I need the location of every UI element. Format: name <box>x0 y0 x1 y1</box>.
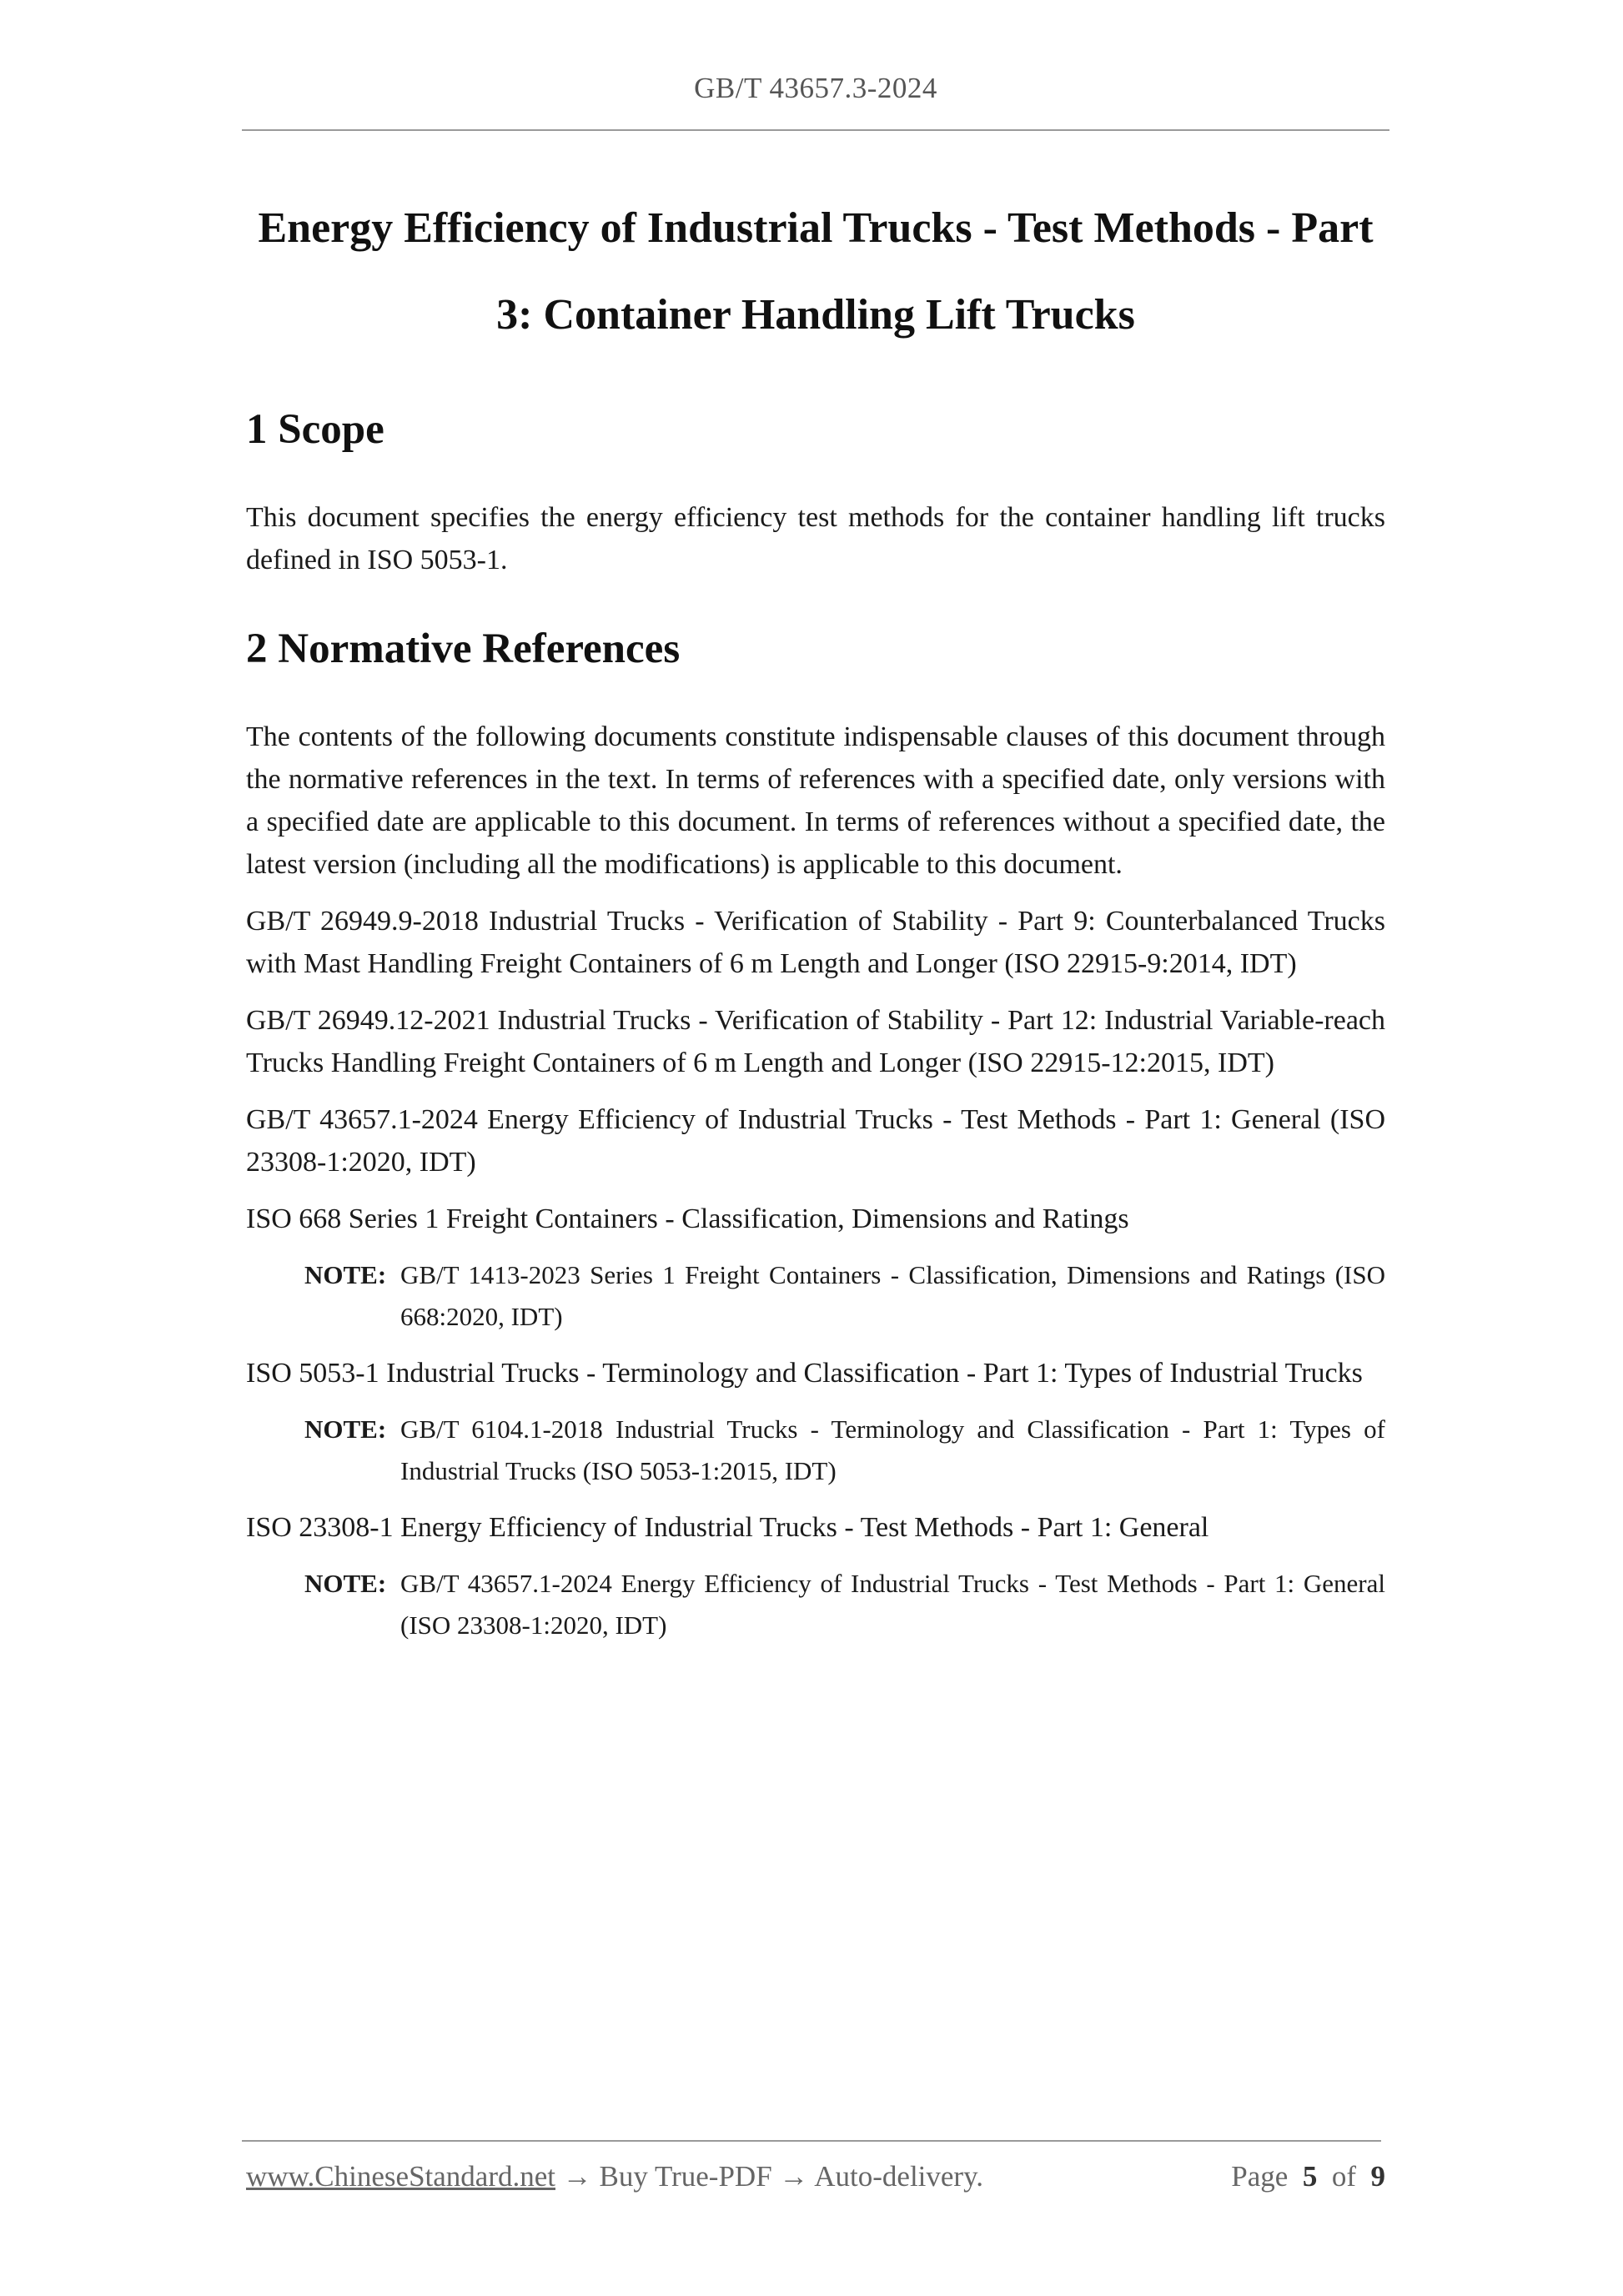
document-title-line-2: 3: Container Handling Lift Trucks <box>496 291 1135 339</box>
reference-item: ISO 23308-1 Energy Efficiency of Industrial Trucks - Test Methods - Part 1: General <box>246 1512 1209 1543</box>
buy-true-pdf-text: Buy True-PDF <box>599 2160 772 2193</box>
reference-item: GB/T 26949.12-2021 Industrial Trucks - Verification of Stability - Part 12: Industrial Variable-reach Trucks Handling Freight Containers of 6 m Length and Longer (ISO 22915-12:2015, IDT) <box>246 1005 1385 1078</box>
reference-item: GB/T 26949.9-2018 Industrial Trucks - Verification of Stability - Part 9: Counterbalanced Trucks with Mast Handling Freight Containers of 6 m Length and Longer (ISO 22915-9:2014, IDT) <box>246 906 1385 979</box>
arrow-right-icon: → <box>562 2160 592 2193</box>
total-pages: 9 <box>1370 2160 1385 2193</box>
reference-note <box>304 1409 1385 1492</box>
section-heading-scope: 1 Scope <box>246 406 384 453</box>
site-link[interactable]: www.ChineseStandard.net <box>246 2160 555 2193</box>
page-number <box>1231 2160 1385 2193</box>
reference-item: ISO 5053-1 Industrial Trucks - Terminology and Classification - Part 1: Types of Industrial Trucks <box>246 1358 1363 1389</box>
note-label: NOTE: <box>304 1569 387 1598</box>
document-body <box>246 392 1385 1646</box>
note-text: GB/T 6104.1-2018 Industrial Trucks - Terminology and Classification - Part 1: Types of Industrial Trucks (ISO 5053-1:2015, IDT) <box>400 1414 1385 1485</box>
document-title-line-1: Energy Efficiency of Industrial Trucks - Test Methods - Part <box>258 204 1374 252</box>
arrow-right-icon: → <box>779 2160 809 2193</box>
note-text: GB/T 1413-2023 Series 1 Freight Containers - Classification, Dimensions and Ratings (ISO 668:2020, IDT) <box>400 1260 1385 1331</box>
document-title <box>242 185 1389 359</box>
of-word: of <box>1331 2160 1356 2193</box>
page-footer <box>246 2160 1385 2193</box>
reference-item: ISO 668 Series 1 Freight Containers - Classification, Dimensions and Ratings <box>246 1203 1129 1234</box>
note-text: GB/T 43657.1-2024 Energy Efficiency of Industrial Trucks - Test Methods - Part 1: General (ISO 23308-1:2020, IDT) <box>400 1569 1385 1640</box>
scope-text: This document specifies the energy efficiency test methods for the container handling lift trucks defined in ISO 5053-1. <box>246 502 1385 575</box>
running-header: GB/T 43657.3-2024 <box>694 72 937 104</box>
reference-note <box>304 1254 1385 1338</box>
reference-item: GB/T 43657.1-2024 Energy Efficiency of Industrial Trucks - Test Methods - Part 1: General (ISO 23308-1:2020, IDT) <box>246 1104 1385 1178</box>
note-label: NOTE: <box>304 1414 387 1444</box>
reference-note <box>304 1563 1385 1646</box>
footer-promo <box>246 2160 983 2193</box>
header-divider <box>242 129 1389 131</box>
normative-intro: The contents of the following documents constitute indispensable clauses of this document through the normative references in the text. In terms of references with a specified date, only versions with a specified date are applicable to this document. In terms of references without a specified date, the latest version (including all the modifications) is applicable to this document. <box>246 721 1385 880</box>
current-page: 5 <box>1302 2160 1318 2193</box>
footer-divider <box>242 2140 1381 2142</box>
section-heading-normative-references: 2 Normative References <box>246 625 681 672</box>
note-label: NOTE: <box>304 1260 387 1289</box>
page-word: Page <box>1231 2160 1289 2193</box>
auto-delivery-text: Auto-delivery. <box>814 2160 984 2193</box>
